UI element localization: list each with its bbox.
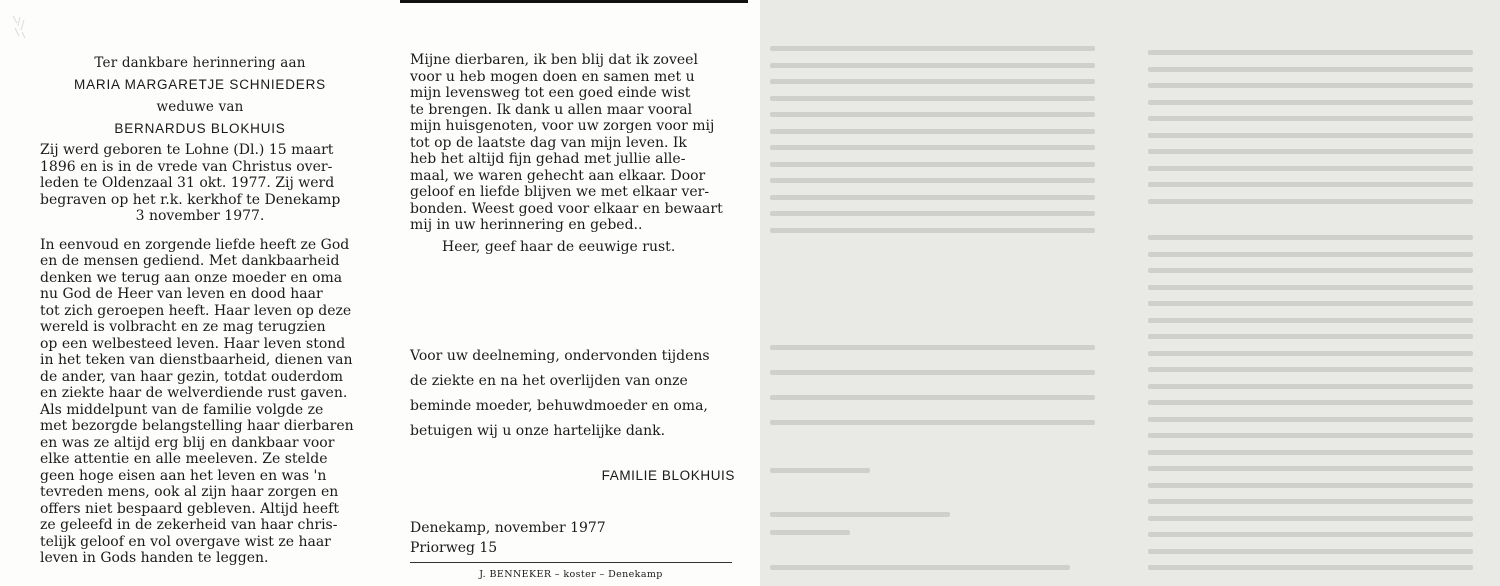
bleedthrough-line bbox=[1148, 268, 1473, 273]
bleedthrough-line bbox=[770, 468, 870, 473]
text-line: de ander, van haar gezin, totdat ouderdom bbox=[40, 368, 344, 385]
relation-line: weduwe van bbox=[156, 99, 244, 115]
bleedthrough-line bbox=[770, 96, 1095, 101]
text-line: voor u heb mogen doen en samen met u bbox=[410, 68, 695, 85]
bleedthrough-line bbox=[770, 112, 1095, 117]
remembrance-paragraph bbox=[40, 237, 360, 567]
bleedthrough-line bbox=[1148, 182, 1473, 187]
bleedthrough-line bbox=[770, 395, 1095, 400]
bleedthrough-line bbox=[770, 530, 850, 535]
bleedthrough-line bbox=[1148, 67, 1473, 72]
text-line: telijk geloof en vol overgave wist ze haar bbox=[40, 533, 331, 550]
bleedthrough-line bbox=[1148, 499, 1473, 504]
bleedthrough-line bbox=[1148, 166, 1473, 171]
text-line: geen hoge eisen aan het leven en was 'n bbox=[40, 467, 327, 484]
paper-speck-mark bbox=[10, 14, 28, 40]
text-line: 1896 en is in de vrede van Christus over- bbox=[40, 158, 333, 175]
bleedthrough-line bbox=[1148, 400, 1473, 405]
prayer-line: Heer, geef haar de eeuwige rust. bbox=[442, 238, 676, 255]
address: Priorweg 15 bbox=[410, 540, 498, 556]
text-line: wereld is volbracht en ze mag terugzien bbox=[40, 319, 326, 335]
bleedthrough-line bbox=[1148, 450, 1473, 455]
bleedthrough-line bbox=[1148, 516, 1473, 521]
farewell-paragraph bbox=[410, 52, 735, 234]
text-line: maal, we waren gehecht aan elkaar. Door bbox=[410, 167, 706, 184]
text-line: tot op de laatste dag van mijn leven. Ik bbox=[410, 134, 687, 151]
bleedthrough-line bbox=[770, 63, 1095, 68]
text-line: heb het altijd fijn gehad met jullie alle- bbox=[410, 151, 686, 167]
text-line: de ziekte en na het overlijden van onze bbox=[410, 373, 688, 389]
bleedthrough-line bbox=[1148, 116, 1473, 121]
text-line: en was ze altijd erg blij en dankbaar voor bbox=[40, 434, 335, 451]
text-line: bonden. Weest goed voor elkaar en bewaart bbox=[410, 200, 723, 217]
text-line: begraven op het r.k. kerkhof te Denekamp bbox=[40, 191, 341, 208]
text-line: tot zich geroepen heeft. Haar leven op deze bbox=[40, 302, 352, 319]
bleedthrough-line bbox=[1148, 549, 1473, 554]
text-line: en ziekte haar de welverdiende rust gaven. bbox=[40, 385, 348, 401]
printer-divider bbox=[410, 562, 732, 563]
text-line: elke attentie en alle meeleven. Ze stelde bbox=[40, 451, 328, 467]
bleedthrough-line bbox=[770, 46, 1095, 51]
bleedthrough-line bbox=[1148, 252, 1473, 257]
bleedthrough-line bbox=[770, 370, 1095, 375]
text-line: geloof en liefde blijven we met elkaar ver- bbox=[410, 184, 710, 200]
bleedthrough-line bbox=[1148, 199, 1473, 204]
bleedthrough-line bbox=[770, 79, 1095, 84]
text-line: Mijne dierbaren, ik ben blij dat ik zoveel bbox=[410, 52, 698, 68]
left-column bbox=[40, 52, 360, 567]
bleedthrough-line bbox=[1148, 417, 1473, 422]
husband-name: BERNARDUS BLOKHUIS bbox=[114, 121, 286, 136]
text-line: mijn huisgenoten, voor uw zorgen voor mij bbox=[410, 118, 715, 134]
text-line: te brengen. Ik dank u allen maar vooral bbox=[410, 101, 693, 118]
family-signature: FAMILIE BLOKHUIS bbox=[601, 468, 735, 483]
text-line: In eenvoud en zorgende liefde heeft ze God bbox=[40, 236, 350, 253]
bleedthrough-line bbox=[1148, 532, 1473, 537]
top-edge-rule bbox=[400, 0, 748, 3]
bleedthrough-line bbox=[1148, 384, 1473, 389]
text-line: denken we terug aan onze moeder en oma bbox=[40, 269, 343, 286]
burial-date: 3 november 1977. bbox=[135, 208, 265, 224]
text-line: tevreden mens, ook al zijn haar zorgen en bbox=[40, 484, 339, 500]
place-date: Denekamp, november 1977 bbox=[410, 520, 606, 536]
bleedthrough-line bbox=[1148, 565, 1473, 570]
bleedthrough-line bbox=[770, 162, 1095, 167]
bleedthrough-line bbox=[1148, 83, 1473, 88]
bleedthrough-line bbox=[770, 195, 1095, 200]
bleedthrough-line bbox=[1148, 301, 1473, 306]
text-line: Zij werd geboren te Lohne (Dl.) 15 maart bbox=[40, 142, 334, 158]
deceased-name: MARIA MARGARETJE SCHNIEDERS bbox=[74, 77, 326, 92]
text-line: nu God de Heer van leven en dood haar bbox=[40, 286, 323, 302]
bleedthrough-line bbox=[1148, 285, 1473, 290]
place-and-address bbox=[410, 518, 606, 558]
bleedthrough-line bbox=[1148, 433, 1473, 438]
text-line: in het teken van dienstbaarheid, dienen van bbox=[40, 352, 353, 368]
printer-credit: J. BENNEKER – koster – Denekamp bbox=[479, 569, 663, 580]
bleedthrough-line bbox=[770, 420, 1095, 425]
bleedthrough-line bbox=[1148, 351, 1473, 356]
bleedthrough-line bbox=[770, 178, 1095, 183]
text-line: Als middelpunt van de familie volgde ze bbox=[40, 401, 324, 418]
text-line: met bezorgde belangstelling haar dierbaren bbox=[40, 418, 354, 434]
text-line: leven in Gods handen te leggen. bbox=[40, 550, 269, 566]
text-line: leden te Oldenzaal 31 okt. 1977. Zij werd bbox=[40, 175, 335, 191]
bleedthrough-line bbox=[1148, 318, 1473, 323]
intro-line: Ter dankbare herinnering aan bbox=[94, 55, 306, 71]
bleedthrough-line bbox=[1148, 334, 1473, 339]
bleedthrough-line bbox=[1148, 149, 1473, 154]
text-line: betuigen wij u onze hartelijke dank. bbox=[410, 423, 666, 439]
bleedthrough-line bbox=[770, 512, 950, 517]
bleedthrough-line bbox=[1148, 235, 1473, 240]
text-line: ze geleefd in de zekerheid van haar chris- bbox=[40, 517, 338, 533]
bleedthrough-line bbox=[770, 228, 1095, 233]
text-line: mij in uw herinnering en gebed.. bbox=[410, 217, 643, 233]
thanks-paragraph bbox=[410, 344, 735, 444]
text-line: op een welbesteed leven. Haar leven stond bbox=[40, 335, 346, 352]
bleedthrough-line bbox=[1148, 50, 1473, 55]
text-line: mijn levensweg tot een goed einde wist bbox=[410, 85, 691, 101]
bleedthrough-line bbox=[1148, 367, 1473, 372]
bleedthrough-line bbox=[1148, 100, 1473, 105]
life-dates-paragraph bbox=[40, 142, 360, 225]
text-line: offers niet bespaard gebleven. Altijd heeft bbox=[40, 500, 339, 517]
bleedthrough-line bbox=[770, 565, 1070, 570]
bleedthrough-line bbox=[1148, 483, 1473, 488]
bleedthrough-line bbox=[770, 145, 1095, 150]
text-line: en de mensen gediend. Met dankbaarheid bbox=[40, 253, 340, 269]
text-line: beminde moeder, behuwdmoeder en oma, bbox=[410, 398, 708, 414]
bleedthrough-line bbox=[770, 345, 1095, 350]
bleedthrough-line bbox=[1148, 466, 1473, 471]
bleedthrough-line bbox=[770, 211, 1095, 216]
text-line: Voor uw deelneming, ondervonden tijdens bbox=[410, 348, 710, 364]
bleedthrough-line bbox=[1148, 133, 1473, 138]
bleedthrough-line bbox=[770, 129, 1095, 134]
middle-column bbox=[410, 52, 735, 586]
